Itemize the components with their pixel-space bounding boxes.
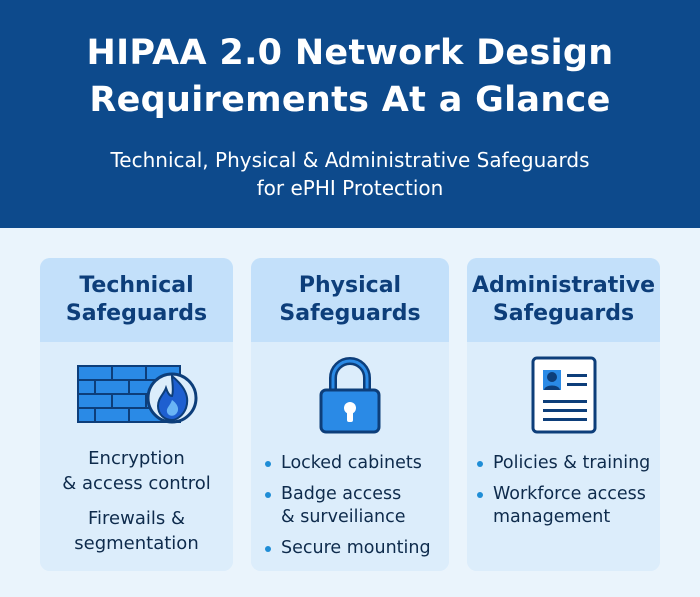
page-title [0,30,700,124]
title-line-2: Requirements At a Glance [89,80,611,120]
firewall-fire-icon [40,356,233,436]
safeguard-list [40,446,233,566]
list-item: Policies & training [477,452,650,475]
card-title [467,258,660,342]
list-item: Firewails & segmentation [74,508,199,554]
bullet-icon [265,546,271,552]
safeguard-list [477,452,650,537]
card-title-line-2: Safeguards [492,301,635,326]
card-body [251,342,449,571]
title-line-1: HIPAA 2.0 Network Design [86,33,614,73]
card-title [40,258,233,342]
card-physical-safeguards [251,258,449,571]
list-item: Secure mounting [265,537,431,560]
bullet-icon [477,461,483,467]
card-technical-safeguards [40,258,233,571]
card-administrative-safeguards [467,258,660,571]
bullet-icon [477,492,483,498]
list-item: Locked cabinets [265,452,431,475]
list-item: Badge access & surveiliance [265,483,431,529]
list-item: Workforce access management [477,483,650,529]
card-title-line-2: Safeguards [65,301,208,326]
card-title-line-1: Administrative [471,273,656,298]
card-title-line-1: Physical [298,273,402,298]
list-item: Encryption & access control [62,448,211,494]
subtitle-line-2: for ePHI Protection [256,176,444,200]
bullet-icon [265,492,271,498]
card-title-line-1: Technical [79,273,194,298]
bullet-icon [265,461,271,467]
card-title [251,258,449,342]
subtitle-line-1: Technical, Physical & Administrative Safeguards [110,148,590,172]
card-title-line-2: Safeguards [279,301,421,326]
safeguard-list [265,452,431,568]
card-body [467,342,660,571]
page-subtitle [0,146,700,202]
card-body [40,342,233,571]
header-banner [0,0,700,228]
padlock-icon [251,356,449,436]
id-document-icon [467,356,660,436]
